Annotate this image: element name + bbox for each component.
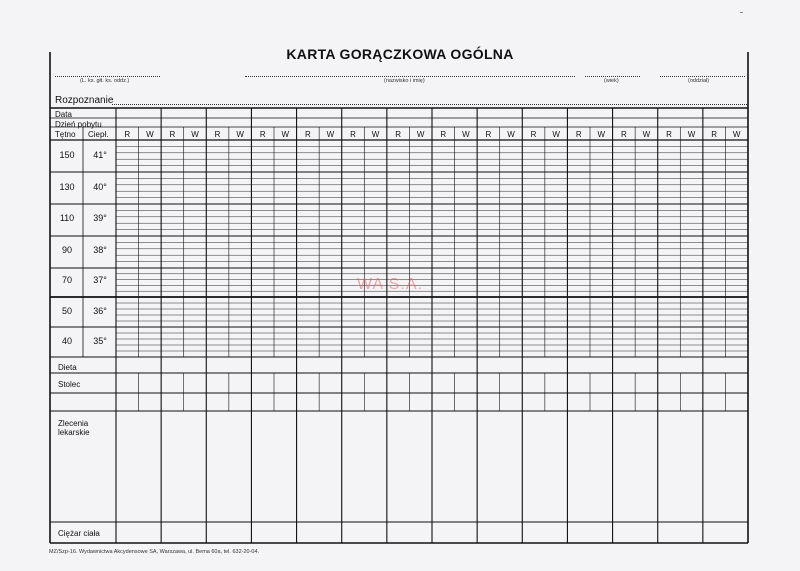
name-caption: (nazwisko i imię) xyxy=(384,78,425,84)
temperature-scale-label: 41° xyxy=(93,150,107,160)
pulse-scale-label: 150 xyxy=(59,150,75,160)
evening-period-label: W xyxy=(416,130,425,139)
temperature-scale-label: 36° xyxy=(93,306,107,316)
pulse-scale-label: 130 xyxy=(59,182,75,192)
morning-period-label: R xyxy=(169,130,176,139)
book-number-caption: (L. ks. głt. ks. oddz.) xyxy=(80,78,130,84)
pulse-column-header: Tętno xyxy=(55,130,76,139)
age-caption: (wiek) xyxy=(604,78,619,84)
evening-period-label: W xyxy=(191,130,199,139)
temperature-scale-label: 39° xyxy=(93,213,107,223)
pulse-scale-label: 50 xyxy=(61,306,72,316)
morning-period-label: R xyxy=(620,130,627,139)
evening-period-label: W xyxy=(326,130,335,139)
watermark: WA S.A. xyxy=(357,276,423,293)
pulse-scale-label: 70 xyxy=(61,275,72,285)
evening-period-label: W xyxy=(732,130,741,139)
morning-period-label: R xyxy=(124,130,131,139)
diagnosis-label: Rozpoznanie xyxy=(55,95,114,106)
orders-row-label: Zlecenia lekarskie xyxy=(58,419,90,437)
temperature-scale-label: 35° xyxy=(93,336,107,346)
evening-period-label: W xyxy=(462,130,470,139)
evening-period-label: W xyxy=(642,130,651,139)
pulse-scale-label: 110 xyxy=(59,213,75,223)
temperature-scale-label: 37° xyxy=(93,275,107,285)
date-row-label: Data xyxy=(55,110,72,119)
morning-period-label: R xyxy=(575,130,582,139)
ward-caption: (oddział) xyxy=(688,78,710,84)
printer-footer: MZ/Szp-16. Wydawnictwa Akcydensowe SA, Warszawa, ul. Bema 60a, tel. 632-20-04. xyxy=(49,549,260,555)
morning-period-label: R xyxy=(259,130,266,139)
document-title: KARTA GORĄCZKOWA OGÓLNA xyxy=(286,46,514,62)
morning-period-label: R xyxy=(666,130,672,139)
weight-row-label: Ciężar ciała xyxy=(58,529,100,538)
diet-row-label: Dieta xyxy=(58,363,77,372)
day-row-label: Dzień pobytu xyxy=(55,120,102,129)
evening-period-label: W xyxy=(597,130,606,139)
temperature-scale-label: 38° xyxy=(93,245,107,255)
pulse-scale-label: 40 xyxy=(61,336,72,346)
morning-period-label: R xyxy=(440,130,447,139)
stool-row-label: Stolec xyxy=(58,380,81,389)
temperature-column-header: Ciepł. xyxy=(88,130,109,139)
evening-period-label: W xyxy=(371,130,380,139)
morning-period-label: R xyxy=(350,130,356,139)
pulse-scale-label: 90 xyxy=(61,245,72,255)
evening-period-label: W xyxy=(281,130,290,139)
evening-period-label: W xyxy=(507,130,515,139)
morning-period-label: R xyxy=(485,130,492,139)
evening-period-label: W xyxy=(236,130,244,139)
morning-period-label: R xyxy=(711,130,718,139)
morning-period-label: R xyxy=(395,130,402,139)
morning-period-label: R xyxy=(304,130,311,139)
evening-period-label: W xyxy=(552,130,560,139)
evening-period-label: W xyxy=(146,130,154,139)
morning-period-label: R xyxy=(214,130,221,139)
evening-period-label: W xyxy=(687,130,696,139)
temperature-scale-label: 40° xyxy=(93,182,107,192)
morning-period-label: R xyxy=(530,130,537,139)
